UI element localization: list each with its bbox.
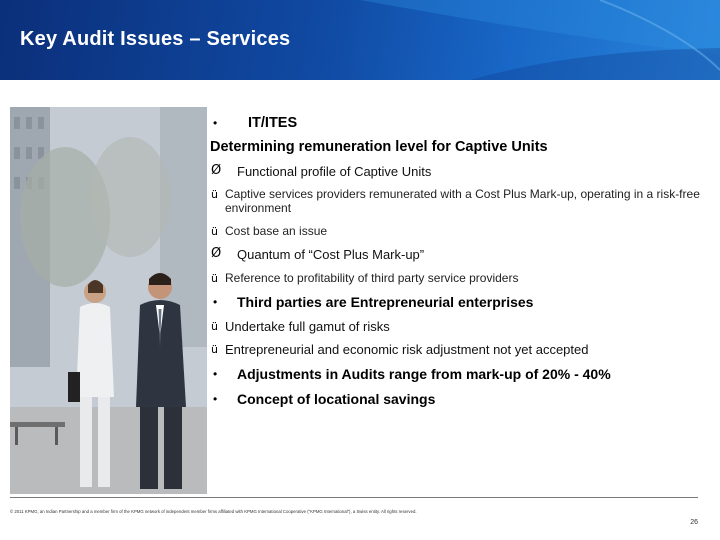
list-item: Quantum of “Cost Plus Mark-up” <box>237 247 425 262</box>
list-item: Functional profile of Captive Units <box>237 164 432 179</box>
list-item: Concept of locational savings <box>237 391 436 407</box>
list-item: Cost base an issue <box>225 224 328 238</box>
bullet-icon: • <box>213 392 218 406</box>
arrow-bullet-icon: Ø <box>211 163 222 178</box>
bullet-icon: • <box>213 367 218 381</box>
list-item: Reference to profitability of third party service providers <box>225 271 519 285</box>
arrow-bullet-icon: Ø <box>211 246 222 261</box>
section-label: IT/ITES <box>248 115 298 131</box>
section-bullet: • <box>213 116 218 130</box>
check-bullet-icon: ü <box>211 343 218 356</box>
footer-copyright: © 2011 KPMG, an Indian Partnership and a member firm of the KPMG network of independent member firms affiliated with KPMG International Cooperative (“KPMG International”), a Swiss entity. All rights reserved. <box>10 509 417 514</box>
bullet-icon: • <box>213 295 218 309</box>
list-item: Adjustments in Audits range from mark-up of 20% - 40% <box>237 366 611 382</box>
footer-divider <box>10 497 698 498</box>
section-heading: Determining remuneration level for Captive Units <box>210 139 548 155</box>
check-bullet-icon: ü <box>211 188 218 201</box>
list-item: Third parties are Entrepreneurial enterprises <box>237 294 534 310</box>
check-bullet-icon: ü <box>211 225 218 238</box>
check-bullet-icon: ü <box>211 272 218 285</box>
check-bullet-icon: ü <box>211 320 218 333</box>
list-item: Undertake full gamut of risks <box>225 319 390 334</box>
list-item: Entrepreneurial and economic risk adjustment not yet accepted <box>225 342 589 357</box>
page-number: 26 <box>690 519 698 526</box>
page-title: Key Audit Issues – Services <box>20 28 291 50</box>
list-item: Captive services providers remunerated with a Cost Plus Mark-up, operating in a risk-free environment <box>225 187 700 215</box>
